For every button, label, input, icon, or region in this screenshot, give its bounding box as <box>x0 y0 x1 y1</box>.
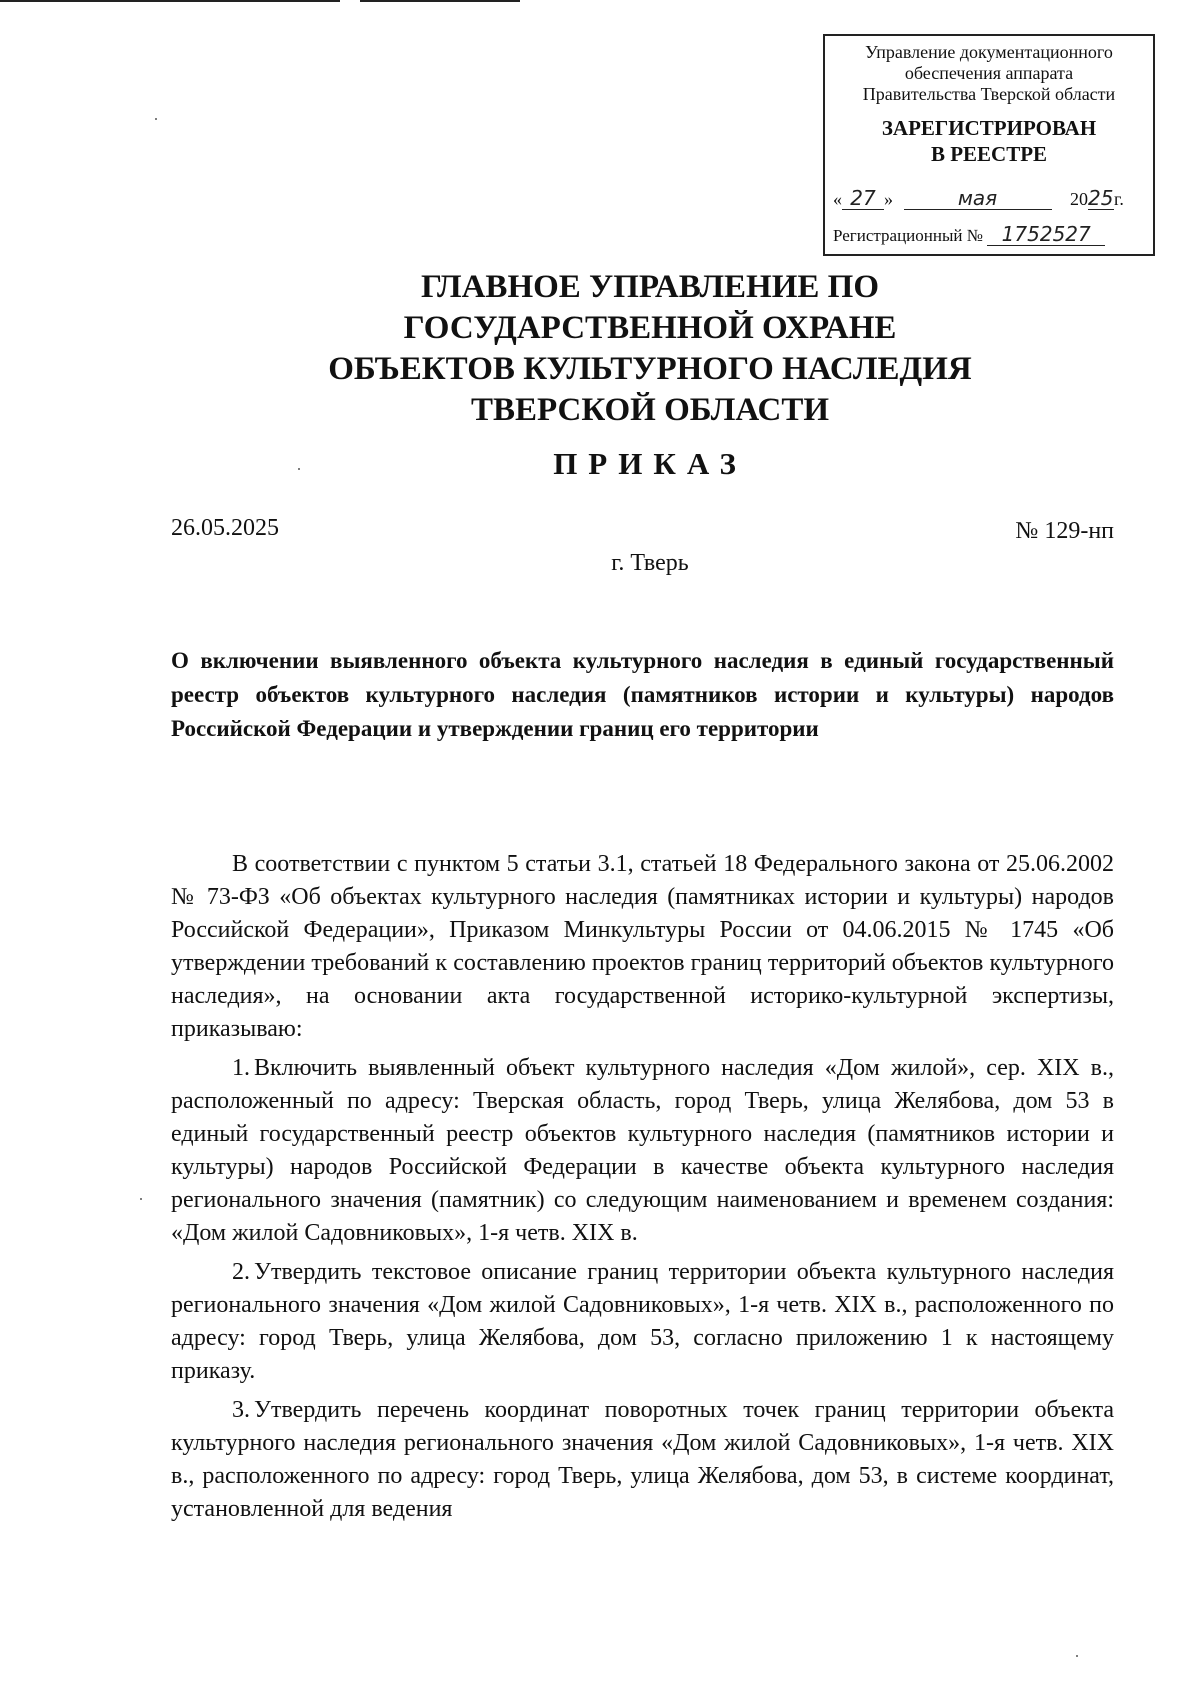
scan-speck <box>155 118 157 120</box>
stamp-date-year-prefix: 20 <box>1070 189 1088 209</box>
stamp-org-line: Управление документационного <box>865 42 1113 62</box>
order-item-number: 1. <box>232 1055 250 1081</box>
document-city: г. Тверь <box>611 550 689 576</box>
stamp-date-year-suffix: 25 <box>1088 186 1114 210</box>
stamp-registered-line: В РЕЕСТРЕ <box>930 142 1048 166</box>
heading-line: ОБЪЕКТОВ КУЛЬТУРНОГО НАСЛЕДИЯ <box>328 351 972 387</box>
stamp-date: « 27 » мая 2025г. <box>833 186 1124 210</box>
document-date: 26.05.2025 <box>171 515 279 541</box>
scan-speck <box>140 1198 142 1200</box>
preamble-paragraph: В соответствии с пунктом 5 статьи 3.1, статьей 18 Федерального закона от 25.06.2002 № 73-ФЗ «Об объектах культурного наследия (памятниках истории и культуры) народов Российской Федерации», Приказом Минкультуры России от 04.06.2015 № 1745 «Об утверждении требований к составлению проектов границ территорий объектов культурного наследия», на основании акта государственной историко-культурной экспертизы, приказываю: <box>171 851 1114 1042</box>
document-title: О включении выявленного объекта культурного наследия в единый государственный реестр объектов культурного наследия (памятников истории и культуры) народов Российской Федерации и утверждении границ его территории <box>171 648 1114 741</box>
order-item-text: Утвердить перечень координат поворотных точек границ территории объекта культурного наследия регионального значения «Дом жилой Садовниковых», 1-я четв. XIX в., расположенного по адресу: город Тверь, улица Желябова, дом 53, в системе координат, установленной для ведения <box>171 1397 1114 1522</box>
stamp-org-line: Правительства Тверской области <box>862 84 1116 104</box>
heading-line: ГОСУДАРСТВЕННОЙ ОХРАНЕ <box>403 310 897 346</box>
scan-speck <box>1076 1655 1078 1657</box>
scan-edge-line <box>0 0 340 2</box>
order-item <box>171 1052 1114 1250</box>
stamp-reg-number <box>833 224 1149 246</box>
stamp-reg-number-value: 1752527 <box>987 224 1105 246</box>
document-number: № 129-нп <box>1015 518 1114 544</box>
stamp-reg-number-label: Регистрационный № <box>833 226 983 245</box>
scan-edge-line <box>360 0 520 2</box>
stamp-date-month: мая <box>904 188 1052 210</box>
order-item-text: Включить выявленный объект культурного наследия «Дом жилой», сер. XIX в., расположенный по адресу: Тверская область, город Тверь, улица Желябова, дом 53 в единый государственный реестр объектов культурного наследия (памятников истории и культуры) народов Российской Федерации в качестве объекта культурного наследия регионального значения (памятник) со следующим наименованием и временем создания: «Дом жилой Садовниковых», 1-я четв. XIX в. <box>171 1055 1114 1246</box>
order-item-number: 3. <box>232 1397 250 1423</box>
heading-line: ТВЕРСКОЙ ОБЛАСТИ <box>470 392 830 428</box>
order-item-text: Утвердить текстовое описание границ территории объекта культурного наследия регионального значения «Дом жилой Садовниковых», 1-я четв. XIX в., расположенного по адресу: город Тверь, улица Желябова, дом 53, согласно приложению 1 к настоящему приказу. <box>171 1259 1114 1384</box>
scan-speck <box>298 468 300 470</box>
organization-heading <box>200 267 1100 431</box>
stamp-date-day: 27 <box>842 188 884 210</box>
stamp-date-year-unit: г. <box>1114 189 1124 209</box>
stamp-org-line: обеспечения аппарата <box>904 63 1074 83</box>
stamp-registered-line: ЗАРЕГИСТРИРОВАН <box>881 116 1097 140</box>
document-type: ПРИКАЗ <box>553 446 747 481</box>
order-item-number: 2. <box>232 1259 250 1285</box>
heading-line: ГЛАВНОЕ УПРАВЛЕНИЕ ПО <box>421 269 879 305</box>
registration-stamp <box>823 34 1155 256</box>
order-item <box>171 1256 1114 1388</box>
order-item <box>171 1394 1114 1526</box>
document-body <box>171 848 1114 1526</box>
